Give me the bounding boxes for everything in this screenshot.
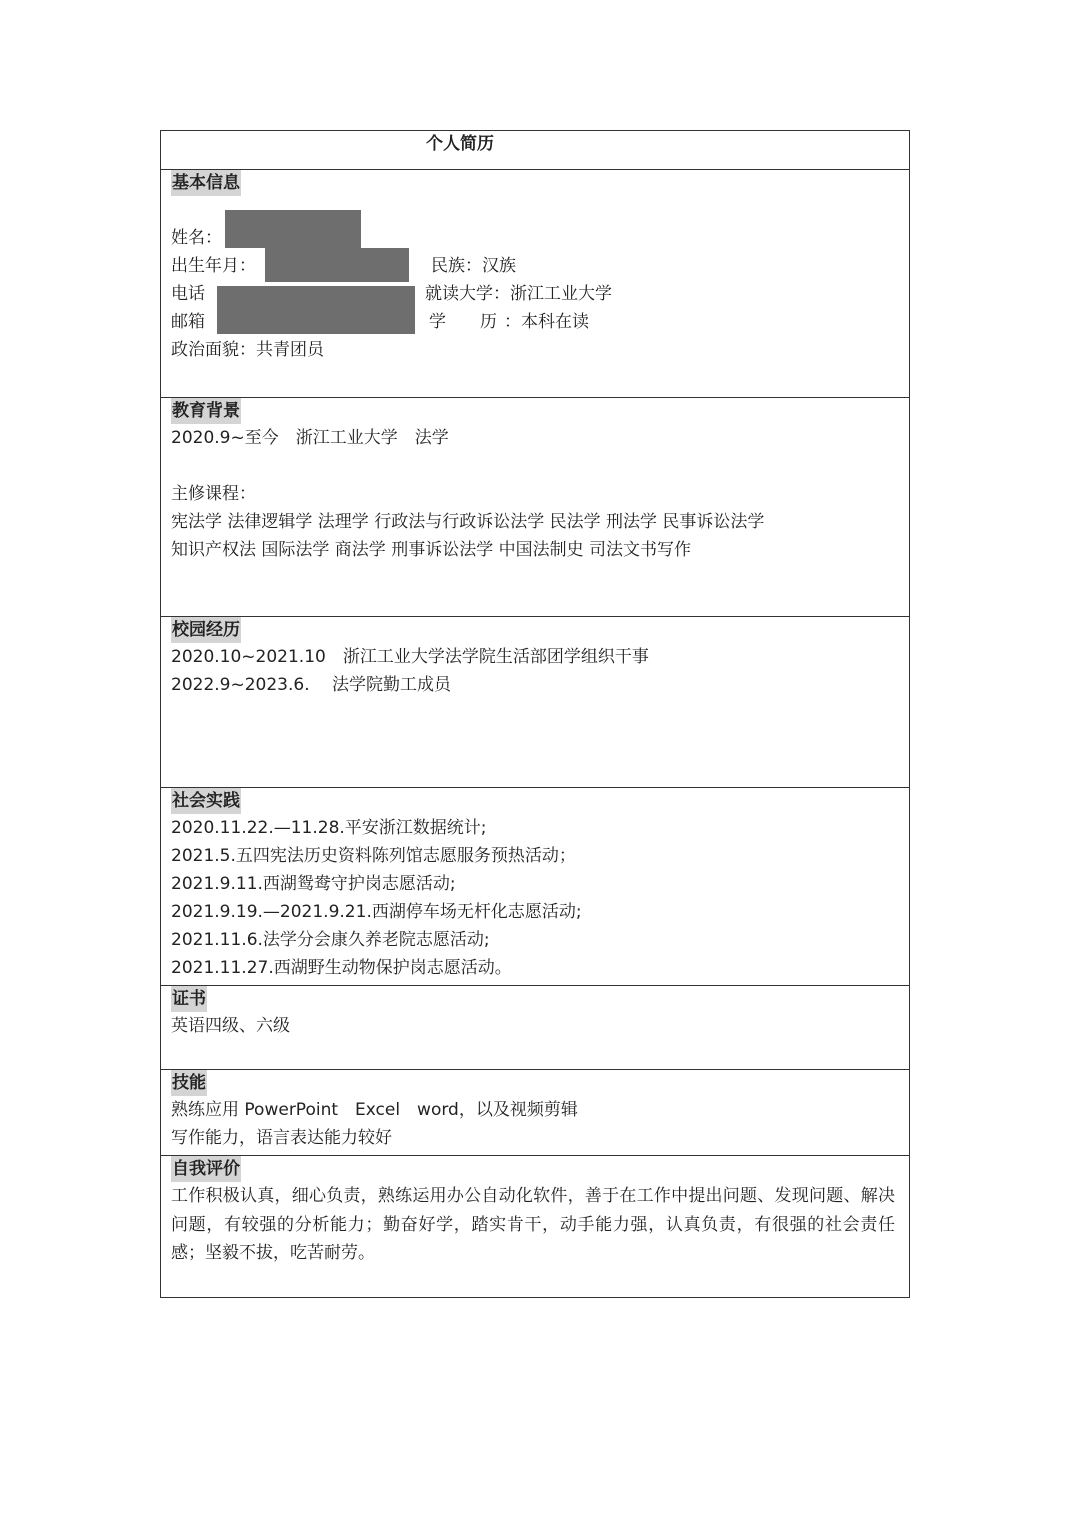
section-campus: [161, 616, 909, 787]
section-basic-info: [161, 169, 909, 397]
courses-line: 知识产权法 国际法学 商法学 刑事诉讼法学 中国法制史 司法文书写作: [171, 540, 692, 560]
list-item: 英语四级、六级: [171, 1016, 290, 1036]
list-item: 2021.11.27.西湖野生动物保护岗志愿活动。: [171, 958, 512, 978]
list-item: 熟练应用 PowerPoint Excel word，以及视频剪辑: [171, 1100, 578, 1120]
section-practice: [161, 787, 909, 985]
section-heading: 校园经历: [171, 617, 241, 643]
self-evaluation-text: 工作积极认真，细心负责，熟练运用办公自动化软件，善于在工作中提出问题、发现问题、解决问题，有较强的分析能力；勤奋好学，踏实肯干，动手能力强，认真负责，有很强的社会责任感；坚毅不拔，吃苦耐劳。: [171, 1186, 895, 1263]
section-heading: 证书: [171, 986, 207, 1012]
list-item: 2021.5.五四宪法历史资料陈列馆志愿服务预热活动；: [171, 846, 576, 866]
list-item: 2022.9~2023.6. 法学院勤工成员: [171, 675, 452, 695]
list-item: 2020.10~2021.10 浙江工业大学法学院生活部团学组织干事: [171, 647, 649, 667]
resume-title: 个人简历: [426, 134, 494, 154]
section-heading: 技能: [171, 1070, 207, 1096]
birth-label: 出生年月：: [171, 256, 256, 276]
section-self-evaluation: [161, 1155, 909, 1297]
redaction-block: [217, 286, 415, 334]
section-heading: 社会实践: [171, 788, 241, 814]
section-heading: 自我评价: [171, 1156, 241, 1182]
courses-label: 主修课程：: [171, 484, 256, 504]
redaction-block: [265, 248, 409, 282]
section-heading: 基本信息: [171, 170, 241, 196]
ethnicity: 民族：汉族: [431, 256, 516, 276]
politics: 政治面貌：共青团员: [171, 340, 324, 360]
name-label: 姓名：: [171, 228, 222, 248]
section-certificates: [161, 985, 909, 1069]
list-item: 2021.9.19.—2021.9.21.西湖停车场无杆化志愿活动;: [171, 902, 582, 922]
section-heading: 教育背景: [171, 398, 241, 424]
section-skills: [161, 1069, 909, 1155]
list-item: 2021.11.6.法学分会康久养老院志愿活动;: [171, 930, 490, 950]
degree-label: 学 历: [429, 312, 497, 332]
section-education: [161, 397, 909, 616]
education-entry: 2020.9~至今 浙江工业大学 法学: [171, 428, 449, 448]
phone-label: 电话: [171, 284, 205, 304]
university: 就读大学：浙江工业大学: [425, 284, 612, 304]
list-item: 2020.11.22.—11.28.平安浙江数据统计;: [171, 818, 487, 838]
resume-table: [160, 130, 910, 1298]
list-item: 写作能力，语言表达能力较好: [171, 1128, 392, 1148]
redaction-block: [225, 210, 361, 248]
email-label: 邮箱: [171, 312, 205, 332]
courses-line: 宪法学 法律逻辑学 法理学 行政法与行政诉讼法学 民法学 刑法学 民事诉讼法学: [171, 512, 765, 532]
degree-value: ：本科在读: [504, 312, 589, 332]
list-item: 2021.9.11.西湖鸳鸯守护岗志愿活动;: [171, 874, 456, 894]
